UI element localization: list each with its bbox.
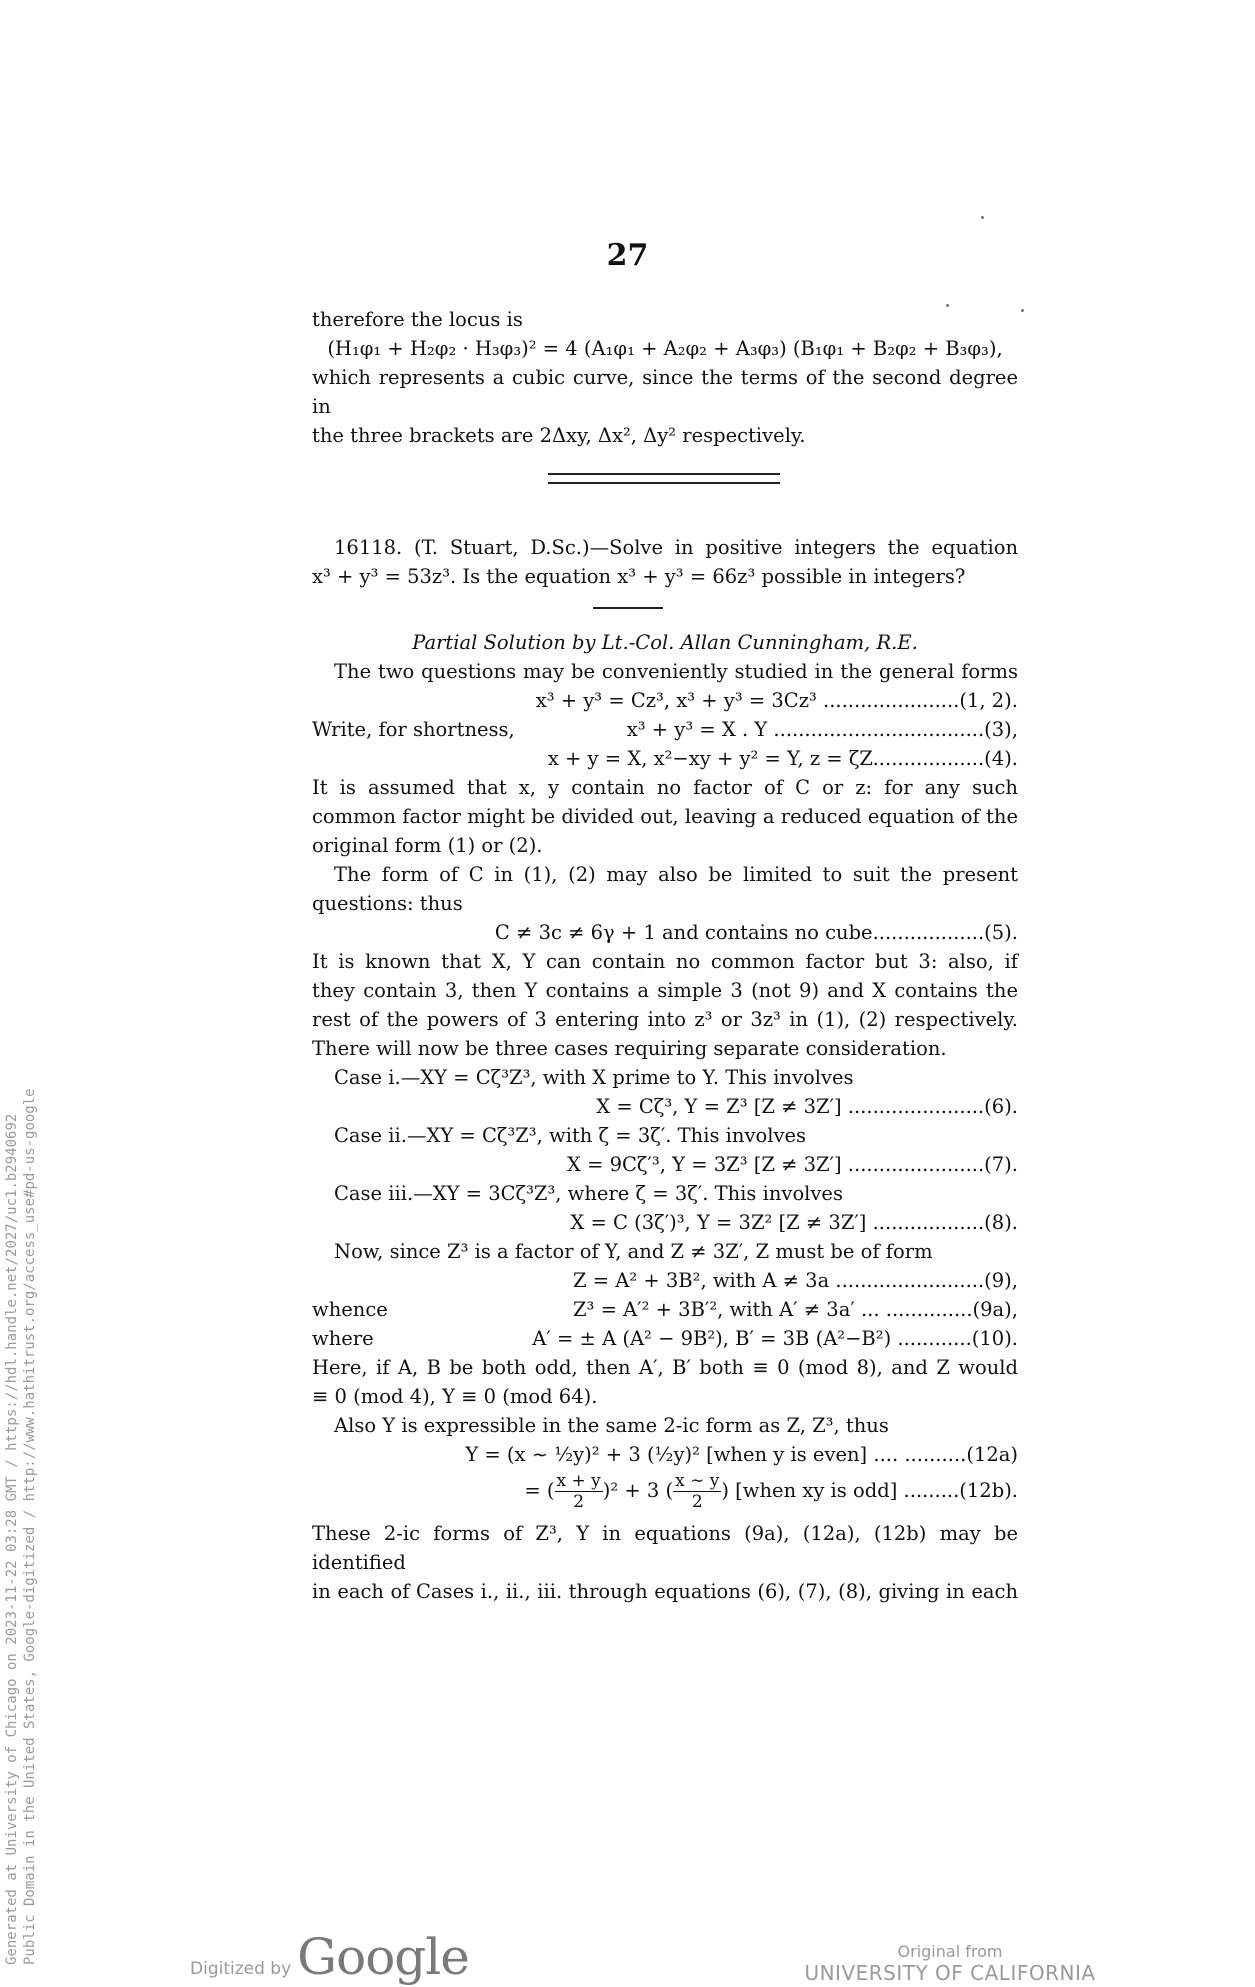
case-ii-line: Case ii.—XY = Cζ³Z³, with ζ = 3ζ′. This involves bbox=[334, 1124, 807, 1147]
text-line: There will now be three cases requiring separate consideration. bbox=[312, 1037, 947, 1060]
fraction-numerator: x + y bbox=[556, 1471, 601, 1491]
equation-text: X = Cζ³, Y = Z³ [Z ≠ 3Z′] ......................(6). bbox=[596, 1095, 1018, 1118]
text-line: It is assumed that x, y contain no factor of C or z: for any such bbox=[312, 776, 1018, 799]
locus-paragraph bbox=[312, 305, 1018, 450]
equation-1-2 bbox=[312, 686, 1018, 715]
equation-text: X = 9Cζ′³, Y = 3Z³ [Z ≠ 3Z′] ......................(7). bbox=[566, 1153, 1018, 1176]
equation-7 bbox=[312, 1150, 1018, 1179]
text-line: The form of C in (1), (2) may also be limited to suit the present bbox=[334, 863, 1018, 886]
equation-9a bbox=[312, 1295, 1018, 1324]
equation-line: (H₁φ₁ + H₂φ₂ · H₃φ₃)² = 4 (A₁φ₁ + A₂φ₂ + A₃φ₃) (B₁φ₁ + B₂φ₂ + B₃φ₃), bbox=[327, 337, 1003, 360]
equation-12a bbox=[312, 1440, 1018, 1469]
equation-8 bbox=[312, 1208, 1018, 1237]
equation-10 bbox=[312, 1324, 1018, 1353]
watermark-line: Public Domain in the United States, Google-digitized / http://www.hathitrust.org/access_use#pd-us-google bbox=[22, 1088, 38, 1965]
fraction-numerator: x ∼ y bbox=[675, 1471, 720, 1491]
equation-text: x + y = X, x²−xy + y² = Y, z = ζZ..................(4). bbox=[547, 747, 1018, 770]
equation-5 bbox=[312, 918, 1018, 947]
text-line: The two questions may be conveniently studied in the general forms bbox=[334, 660, 1018, 683]
equation-text: Z³ = A′² + 3B′², with A′ ≠ 3a′ ... ..............(9a), bbox=[573, 1298, 1018, 1321]
fraction bbox=[555, 1471, 603, 1512]
equation-label: Write, for shortness, bbox=[312, 718, 515, 741]
equation-text: x³ + y³ = X . Y ..................................(3), bbox=[626, 718, 1018, 741]
digitized-by-label: Digitized by bbox=[190, 1959, 292, 1979]
short-divider bbox=[593, 607, 663, 609]
equation-text: x³ + y³ = Cz³, x³ + y³ = 3Cz³ ......................(1, 2). bbox=[535, 689, 1018, 712]
university-name: UNIVERSITY OF CALIFORNIA bbox=[804, 1961, 1096, 1985]
text-line: therefore the locus is bbox=[312, 308, 523, 331]
question-16118 bbox=[312, 533, 1018, 591]
equation-text: X = C (3ζ′)³, Y = 3Z² [Z ≠ 3Z′] ..................(8). bbox=[570, 1211, 1018, 1234]
solution-heading: Partial Solution by Lt.-Col. Allan Cunningham, R.E. bbox=[412, 631, 918, 654]
text-line: common factor might be divided out, leaving a reduced equation of the bbox=[312, 805, 1018, 828]
text-line: which represents a cubic curve, since the terms of the second degree in bbox=[312, 366, 1018, 418]
text-line: in each of Cases i., ii., iii. through equations (6), (7), (8), giving in each bbox=[312, 1580, 1018, 1603]
scan-speck bbox=[1021, 309, 1024, 312]
text-line: It is known that X, Y can contain no common factor but 3: also, if bbox=[312, 950, 1018, 973]
section-divider bbox=[548, 473, 780, 484]
equation-text: Y = (x ∼ ½y)² + 3 (½y)² [when y is even] .... ..........(12a) bbox=[465, 1443, 1018, 1466]
equation-text: A′ = ± A (A² − 9B²), B′ = 3B (A²−B²) ............(10). bbox=[532, 1327, 1018, 1350]
solution-body bbox=[312, 628, 1018, 1606]
eq-part: )² + 3 ( bbox=[602, 1479, 674, 1502]
original-from bbox=[780, 1942, 1120, 1985]
equation-label: where bbox=[312, 1327, 374, 1350]
text-line: Now, since Z³ is a factor of Y, and Z ≠ 3Z′, Z must be of form bbox=[334, 1240, 933, 1263]
page-number: 27 bbox=[606, 238, 649, 273]
fraction-denominator: 2 bbox=[691, 1492, 703, 1512]
case-iii-line: Case iii.—XY = 3Cζ³Z³, where ζ = 3ζ′. This involves bbox=[334, 1182, 843, 1205]
fraction bbox=[673, 1471, 721, 1512]
equation-text: C ≠ 3c ≠ 6γ + 1 and contains no cube..................(5). bbox=[494, 921, 1018, 944]
text-line: the three brackets are 2Δxy, Δx², Δy² respectively. bbox=[312, 424, 806, 447]
text-line: Here, if A, B be both odd, then A′, B′ both ≡ 0 (mod 8), and Z would bbox=[312, 1356, 1018, 1379]
equation-3 bbox=[312, 715, 1018, 744]
eq-part: = ( bbox=[524, 1479, 555, 1502]
case-i-line: Case i.—XY = Cζ³Z³, with X prime to Y. This involves bbox=[334, 1066, 854, 1089]
equation-6 bbox=[312, 1092, 1018, 1121]
text-line: Also Y is expressible in the same 2-ic form as Z, Z³, thus bbox=[334, 1414, 889, 1437]
digitized-by-google bbox=[190, 1928, 469, 1986]
eq-part: ) [when xy is odd] .........(12b). bbox=[721, 1479, 1018, 1502]
scan-speck bbox=[981, 216, 984, 219]
text-line: questions: thus bbox=[312, 892, 463, 915]
google-logo: Google bbox=[297, 1928, 469, 1986]
text-line: they contain 3, then Y contains a simple 3 (not 9) and X contains the bbox=[312, 979, 1018, 1002]
text-line: rest of the powers of 3 entering into z³ or 3z³ in (1), (2) respectively. bbox=[312, 1008, 1018, 1031]
equation-9 bbox=[312, 1266, 1018, 1295]
equation-label: whence bbox=[312, 1298, 388, 1321]
equation-12b-content bbox=[524, 1469, 1018, 1513]
equation-4 bbox=[312, 744, 1018, 773]
question-text: x³ + y³ = 53z³. Is the equation x³ + y³ = 66z³ possible in integers? bbox=[312, 565, 966, 588]
fraction-denominator: 2 bbox=[573, 1492, 585, 1512]
hathitrust-watermark bbox=[0, 985, 36, 1965]
watermark-line: Generated at University of Chicago on 2023-11-22 03:28 GMT / https://hdl.handle.net/2027/uc1.b2940692 bbox=[4, 1113, 20, 1965]
equation-text: Z = A² + 3B², with A ≠ 3a ........................(9), bbox=[572, 1269, 1018, 1292]
original-from-label: Original from bbox=[897, 1942, 1003, 1961]
text-line: These 2-ic forms of Z³, Y in equations (9a), (12a), (12b) may be identified bbox=[312, 1522, 1018, 1574]
question-heading: 16118. (T. Stuart, D.Sc.)—Solve in positive integers the equation bbox=[334, 536, 1018, 559]
text-line: original form (1) or (2). bbox=[312, 834, 543, 857]
equation-12b bbox=[312, 1469, 1018, 1513]
text-line: ≡ 0 (mod 4), Y ≡ 0 (mod 64). bbox=[312, 1385, 598, 1408]
